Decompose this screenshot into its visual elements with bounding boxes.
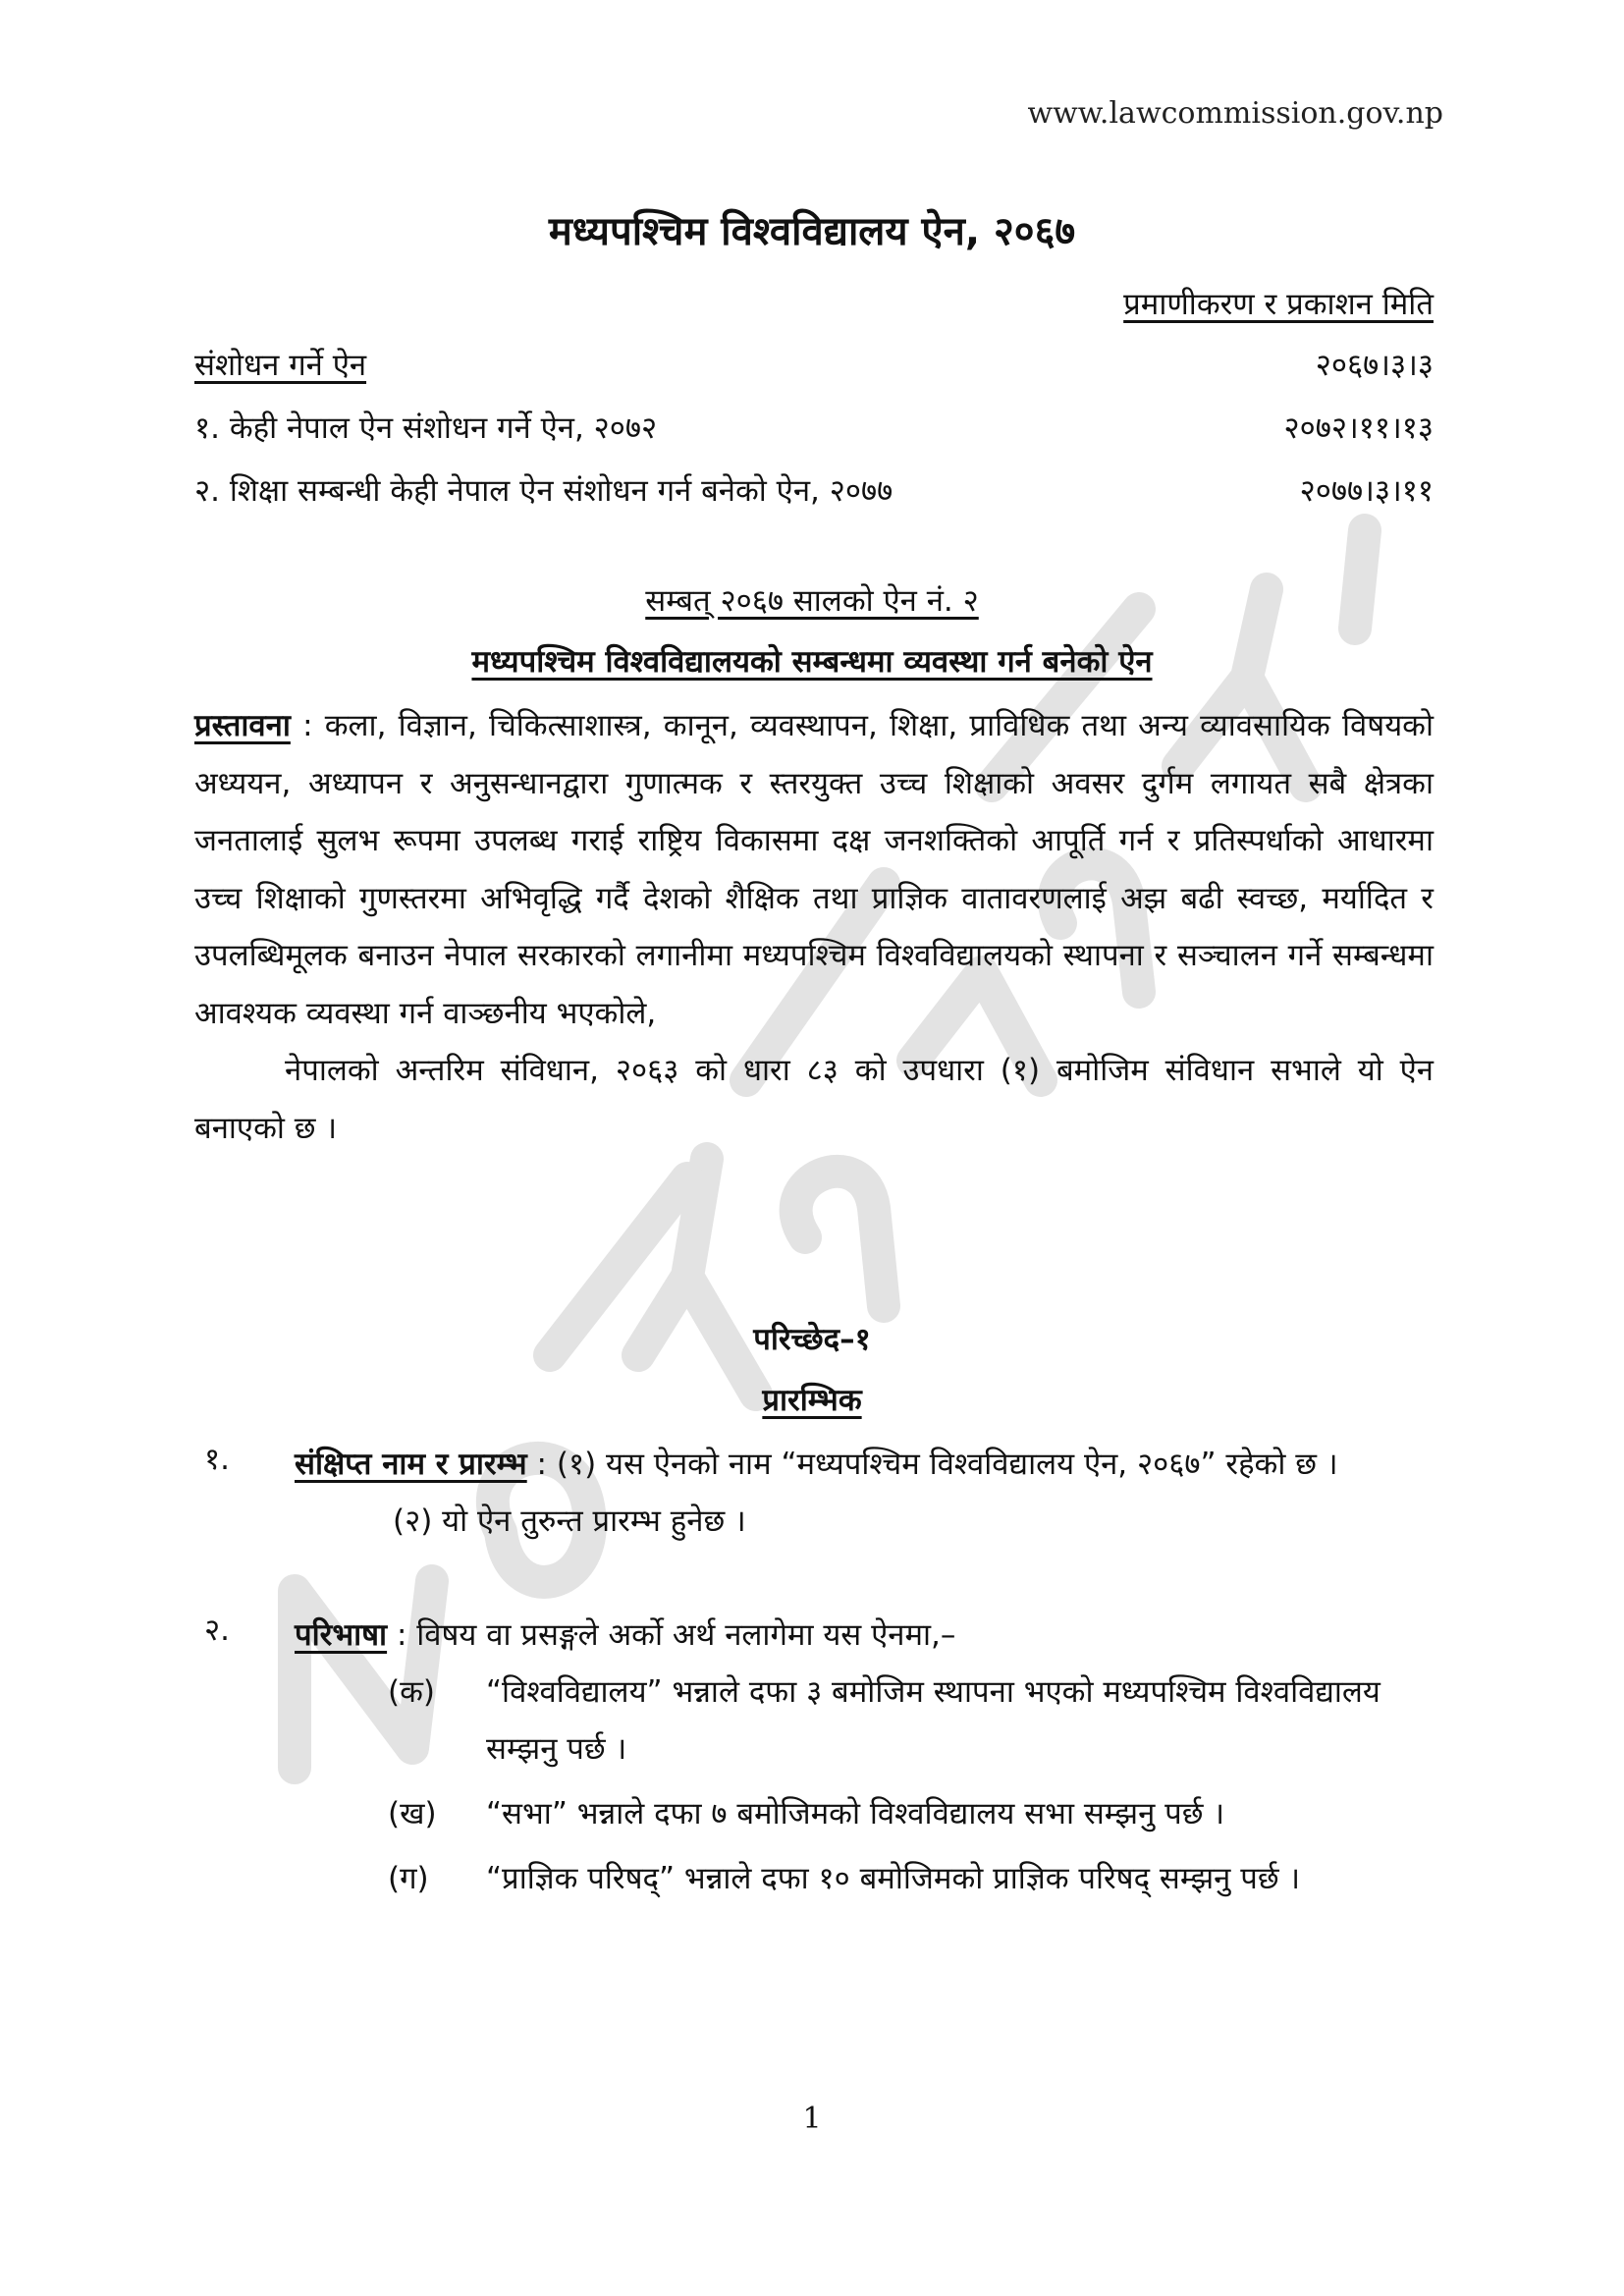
amendment-item-1-date: २०७२।११।१३ <box>1283 410 1434 446</box>
section-2 <box>295 1607 1434 1664</box>
preamble-separator: : <box>290 708 325 743</box>
definitions-list <box>388 1664 1434 1907</box>
section-2-heading: परिभाषा <box>295 1617 388 1653</box>
section-1-number: १. <box>204 1442 230 1477</box>
section-2-separator: : <box>387 1617 417 1653</box>
section-1-text: (१) यस ऐनको नाम “मध्यपश्चिम विश्वविद्यालय ऐन, २०६७” रहेको छ । <box>556 1447 1338 1482</box>
page-number: 1 <box>802 2102 822 2136</box>
amendment-heading: संशोधन गर्ने ऐन <box>194 348 367 383</box>
definition-item <box>388 1850 1434 1907</box>
amendment-item-2: २. शिक्षा सम्बन्धी केही नेपाल ऐन संशोधन गर्न बनेको ऐन, २०७७ <box>194 473 893 509</box>
amendment-item-2-date: २०७७।३।११ <box>1299 473 1434 509</box>
act-long-title <box>0 640 1624 682</box>
amendment-item-1: १. केही नेपाल ऐन संशोधन गर्ने ऐन, २०७२ <box>194 410 658 446</box>
clause-label: (ग) <box>388 1861 429 1896</box>
preamble <box>194 697 1434 1157</box>
clause-label: (क) <box>388 1674 435 1710</box>
clause-text: “प्राज्ञिक परिषद्” भन्नाले दफा १० बमोजिमको प्राज्ञिक परिषद् सम्झनु पर्छ । <box>486 1861 1301 1896</box>
section-1-subsection-2: (२) यो ऐन तुरुन्त प्रारम्भ हुनेछ । <box>393 1503 746 1539</box>
definition-item <box>388 1664 1434 1777</box>
amendment-heading-date: २०६७।३।३ <box>1315 348 1434 383</box>
chapter-number: परिच्छेद–१ <box>753 1322 871 1357</box>
act-title: मध्यपश्चिम विश्वविद्यालय ऐन, २०६७ <box>548 209 1076 254</box>
section-2-text: विषय वा प्रसङ्गले अर्को अर्थ नलागेमा यस ऐनमा,– <box>416 1617 956 1653</box>
section-2-number: २. <box>204 1613 230 1648</box>
section-1-heading: संक्षिप्त नाम र प्रारम्भ <box>295 1447 527 1482</box>
definition-item <box>388 1785 1434 1842</box>
enactment-clause: नेपालको अन्तरिम संविधान, २०६३ को धारा ८३ को उपधारा (१) बमोजिम संविधान सभाले यो ऐन बनाएको छ । <box>194 1053 1434 1146</box>
clause-label: (ख) <box>388 1796 437 1831</box>
act-long-title-text: मध्यपश्चिम विश्वविद्यालयको सम्बन्धमा व्यवस्था गर्न बनेको ऐन <box>471 644 1153 680</box>
website-url: www.lawcommission.gov.np <box>1027 96 1443 131</box>
act-number <box>0 579 1624 621</box>
section-1-separator: : <box>526 1447 557 1482</box>
preamble-text: कला, विज्ञान, चिकित्साशास्त्र, कानून, व्यवस्थापन, शिक्षा, प्राविधिक तथा अन्य व्यावसायिक विषयको अध्ययन, अध्यापन र अनुसन्धानद्वारा गुणात्मक र स्तरयुक्त उच्च शिक्षाको अवसर दुर्गम लगायत सबै क्षेत्रका जनतालाई सुलभ रूपमा उपलब्ध गराई राष्ट्रिय विकासमा दक्ष जनशक्तिको आपूर्ति गर्न र प्रतिस्पर्धाको आधारमा उच्च शिक्षाको गुणस्तरमा अभिवृद्धि गर्दै देशको शैक्षिक तथा प्राज्ञिक वातावरणलाई अझ बढी स्वच्छ, मर्यादित र उपलब्धिमूलक बनाउन नेपाल सरकारको लगानीमा मध्यपश्चिम विश्वविद्यालयको स्थापना र सञ्चालन गर्ने सम्बन्धमा आवश्यक व्यवस्था गर्न वाञ्छनीय भएकोले, <box>194 708 1435 1031</box>
preamble-label: प्रस्तावना <box>194 708 291 743</box>
act-number-text: सम्बत् २०६७ सालको ऐन नं. २ <box>645 583 979 619</box>
section-1 <box>295 1436 1434 1550</box>
chapter-title <box>0 1379 1624 1420</box>
clause-text: “विश्वविद्यालय” भन्नाले दफा ३ बमोजिम स्थापना भएको मध्यपश्चिम विश्वविद्यालय सम्झनु पर्छ । <box>486 1674 1380 1767</box>
chapter-title-text: प्रारम्भिक <box>762 1383 862 1418</box>
date-column-heading: प्रमाणीकरण र प्रकाशन मिति <box>1123 287 1434 322</box>
clause-text: “सभा” भन्नाले दफा ७ बमोजिमको विश्वविद्यालय सभा सम्झनु पर्छ । <box>486 1796 1225 1831</box>
